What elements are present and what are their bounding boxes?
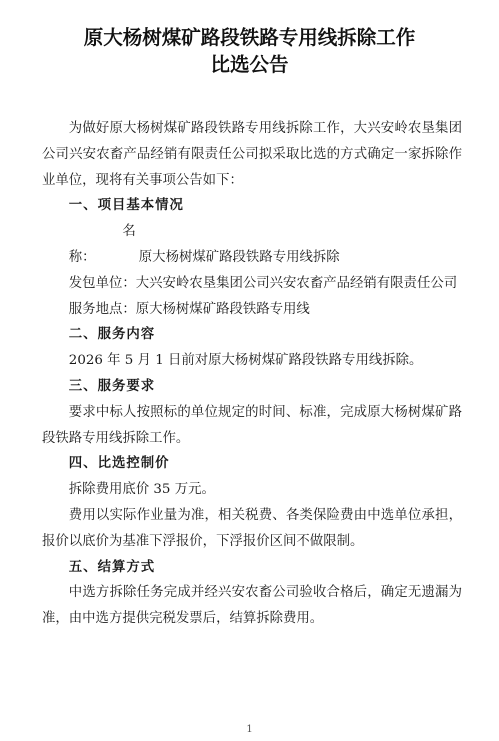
section-4-heading: 四、比选控制价 (68, 456, 170, 472)
base-price-paragraph: 拆除费用底价 35 万元。 (68, 482, 215, 498)
section-3-heading: 三、服务要求 (68, 378, 156, 394)
service-content-paragraph: 2026 年 5 月 1 日前对原大杨树煤矿路段铁路专用线拆除。 (68, 353, 423, 369)
project-name-value: 原大杨树煤矿路段铁路专用线拆除 (138, 249, 340, 265)
document-title-line-2: 比选公告 (210, 53, 289, 76)
section-5-heading: 五、结算方式 (68, 559, 156, 575)
settlement-paragraph: 中选方拆除任务完成并经兴安农畜公司验收合格后，确定无遗漏为准，由中选方提供完税发票后，结算拆除费用。 (42, 585, 462, 627)
project-owner-label: 发包单位： (68, 275, 136, 291)
service-location-row (42, 297, 462, 323)
project-name-label-char-1: 名 (122, 224, 136, 240)
project-owner-row (42, 271, 462, 297)
section-1-heading: 一、项目基本情况 (68, 198, 184, 214)
project-name-label-char-2: 称： (68, 249, 96, 265)
service-location-label: 服务地点： (68, 301, 136, 317)
service-location-value: 原大杨树煤矿路段铁路专用线 (135, 301, 310, 317)
section-2-heading: 二、服务内容 (68, 327, 156, 343)
page-number: 1 (246, 724, 253, 735)
project-name-row (42, 219, 462, 271)
intro-paragraph: 为做好原大杨树煤矿路段铁路专用线拆除工作，大兴安岭农垦集团公司兴安农畜产品经销有限责任公司拟采取比选的方式确定一家拆除作业单位，现将有关事项公告如下： (42, 121, 462, 188)
project-owner-value: 大兴安岭农垦集团公司兴安农畜产品经销有限责任公司 (135, 275, 458, 291)
document-body (42, 116, 462, 632)
pricing-terms-paragraph: 费用以实际作业量为准，相关税费、各类保险费由中选单位承担，报价以底价为基准下浮报价，下浮报价区间不做限制。 (42, 507, 462, 549)
service-requirement-paragraph: 要求中标人按照标的单位规定的时间、标准，完成原大杨树煤矿路段铁路专用线拆除工作。 (42, 404, 462, 446)
project-name-label (69, 219, 139, 271)
document-title-line-1: 原大杨树煤矿路段铁路专用线拆除工作 (83, 26, 416, 49)
